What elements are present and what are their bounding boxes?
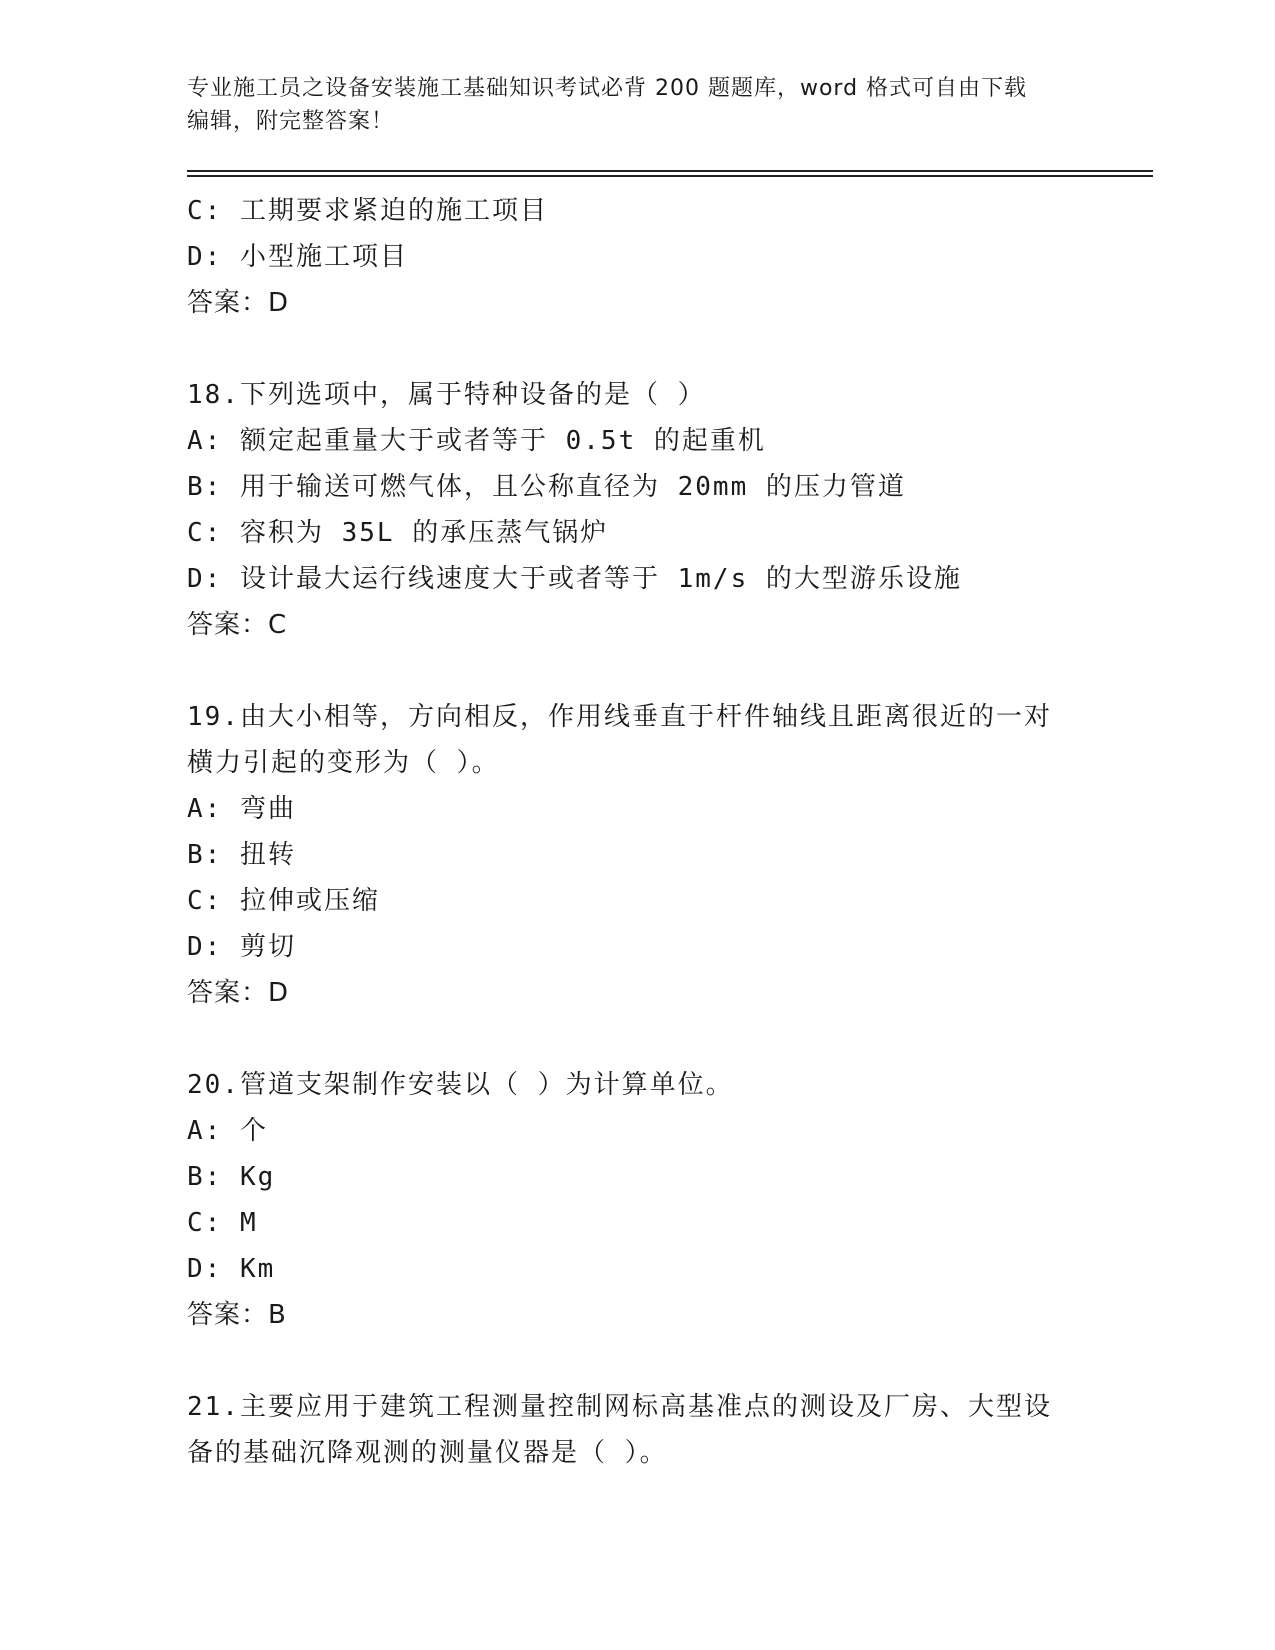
option-d: D: 设计最大运行线速度大于或者等于 1m/s 的大型游乐设施: [187, 564, 962, 594]
spacer: [187, 1338, 1087, 1384]
answer-text: 答案：B: [187, 1300, 287, 1330]
option-b: B: Kg: [187, 1162, 276, 1192]
answer-text: 答案：D: [187, 288, 290, 318]
question-stem: 18.下列选项中，属于特种设备的是（ ）: [187, 380, 706, 410]
header-rule-top: [187, 170, 1153, 172]
option-c: C: M: [187, 1208, 258, 1238]
option-c: C: 拉伸或压缩: [187, 886, 380, 916]
option-b: B: 扭转: [187, 840, 296, 870]
option-c: C: 容积为 35L 的承压蒸气锅炉: [187, 518, 609, 548]
header-rule-bottom: [187, 175, 1153, 177]
document-header: [187, 72, 1067, 138]
option-d: D: 小型施工项目: [187, 242, 408, 272]
option-c: C: 工期要求紧迫的施工项目: [187, 196, 548, 226]
header-line-2: 编辑，附完整答案！: [187, 109, 395, 134]
header-line-1: 专业施工员之设备安装施工基础知识考试必背 200 题题库，word 格式可自由下载: [187, 76, 1028, 101]
question-stem-line-1: 19.由大小相等，方向相反，作用线垂直于杆件轴线且距离很近的一对: [187, 702, 1052, 732]
question-list: [187, 188, 1087, 1476]
question-stem-line-2: 横力引起的变形为（ ）。: [187, 748, 500, 778]
option-d: D: Km: [187, 1254, 276, 1284]
option-a: A: 额定起重量大于或者等于 0.5t 的起重机: [187, 426, 766, 456]
option-d: D: 剪切: [187, 932, 296, 962]
answer-text: 答案：C: [187, 610, 288, 640]
spacer: [187, 326, 1087, 372]
option-a: A: 弯曲: [187, 794, 296, 824]
question-stem-line-2: 备的基础沉降观测的测量仪器是（ ）。: [187, 1438, 668, 1468]
spacer: [187, 1016, 1087, 1062]
option-a: A: 个: [187, 1116, 268, 1146]
question-stem: 20.管道支架制作安装以（ ）为计算单位。: [187, 1070, 734, 1100]
answer-text: 答案：D: [187, 978, 290, 1008]
spacer: [187, 648, 1087, 694]
option-b: B: 用于输送可燃气体，且公称直径为 20mm 的压力管道: [187, 472, 906, 502]
question-stem-line-1: 21.主要应用于建筑工程测量控制网标高基准点的测设及厂房、大型设: [187, 1392, 1052, 1422]
